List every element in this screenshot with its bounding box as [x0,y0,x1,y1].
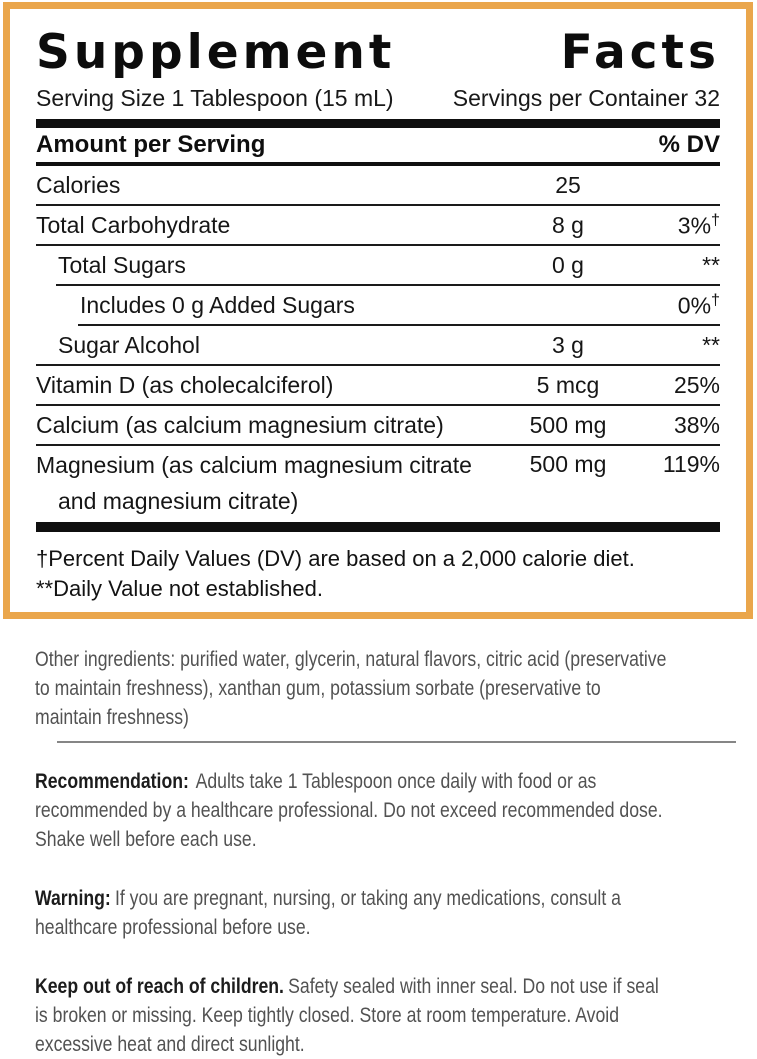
dv-footnotes [36,544,720,604]
serving-size: Serving Size 1 Tablespoon (15 mL) [36,85,394,111]
nutrient-name: Total Sugars [58,252,186,278]
thick-divider-top [36,119,720,128]
recommendation-line: recommended by a healthcare professional. Do not exceed recommended dose. [35,799,663,822]
percent-dv-header: % DV [658,131,720,158]
footnote-not-established: **Daily Value not established. [36,576,323,601]
warning-label: Warning: [35,887,111,910]
nutrient-row-sugar-alcohol [36,326,720,364]
section-divider-rule [57,741,736,743]
supplement-facts-panel [3,2,753,619]
nutrient-dv: 119% [662,451,720,477]
servings-per-container: Servings per Container 32 [452,85,720,111]
panel-title: Supplement Facts [36,25,720,80]
nutrient-row-magnesium [36,446,720,520]
keep-out-line: excessive heat and direct sunlight. [35,1033,305,1056]
nutrient-name: Includes 0 g Added Sugars [80,292,355,318]
lower-text-sections [35,645,756,1059]
keep-out-label: Keep out of reach of children. [35,975,284,998]
footnote-daily-values: †Percent Daily Values (DV) are based on a 2,000 calorie diet. [36,546,635,571]
other-ingredients-line: Other ingredients: purified water, glycerin, natural flavors, citric acid (preservative [35,648,667,671]
warning-paragraph [35,884,757,942]
nutrient-amount: 0 g [552,251,584,278]
nutrient-amount: 25 [555,171,581,198]
serving-info-row [36,83,720,113]
dagger-footnote-marker: † [711,210,720,229]
dagger-footnote-marker: † [711,290,720,309]
nutrient-amount: 5 mcg [536,371,600,398]
recommendation-paragraph [35,767,757,854]
nutrient-name: Vitamin D (as cholecalciferol) [36,372,334,398]
amount-per-serving-header: Amount per Serving [36,131,266,158]
nutrient-row-calcium [36,406,720,444]
nutrient-amount: 500 mg [529,451,607,477]
keep-out-line: Keep out of reach of children. Safety sealed with inner seal. Do not use if seal [35,975,659,998]
nutrient-name: Sugar Alcohol [58,332,200,358]
other-ingredients-line: to maintain freshness), xanthan gum, potassium sorbate (preservative to [35,677,601,700]
nutrient-name-line2: and magnesium citrate) [58,488,299,514]
table-header-row [36,128,720,162]
nutrient-dv: 25% [673,371,720,398]
keep-out-of-reach-paragraph [35,972,757,1059]
panel-content [10,25,746,612]
nutrient-amount: 3 g [552,331,584,358]
nutrient-row-vitamin-d [36,366,720,404]
thick-divider-bottom [36,522,720,532]
nutrient-name: Total Carbohydrate [36,212,231,238]
nutrient-dv: 3%† [677,210,720,239]
nutrient-name: Calcium (as calcium magnesium citrate) [36,412,444,438]
nutrient-row-total-sugars [36,246,720,284]
recommendation-label: Recommendation: [35,770,189,793]
nutrient-name: Calories [36,172,121,198]
nutrient-row-added-sugars [36,286,720,324]
recommendation-line: Shake well before each use. [35,828,257,851]
other-ingredients-line: maintain freshness) [35,706,189,729]
nutrient-row-calories [36,166,720,204]
nutrient-dv: ** [702,331,720,358]
nutrient-dv: 38% [673,411,720,438]
nutrient-dv: ** [702,251,720,278]
nutrient-amount: 500 mg [529,411,607,438]
warning-line: Warning: If you are pregnant, nursing, or taking any medications, consult a [35,887,621,910]
nutrient-row-total-carbohydrate [36,206,720,244]
nutrient-name: Magnesium (as calcium magnesium citrate and magnesium citrate) [36,452,472,514]
warning-line: healthcare professional before use. [35,916,311,939]
other-ingredients-paragraph [35,645,757,732]
nutrient-dv: 0%† [677,290,720,319]
keep-out-line: is broken or missing. Keep tightly closed. Store at room temperature. Avoid [35,1004,620,1027]
nutrient-amount: 8 g [552,211,584,238]
recommendation-line: Recommendation: Adults take 1 Tablespoon once daily with food or as [35,770,597,793]
